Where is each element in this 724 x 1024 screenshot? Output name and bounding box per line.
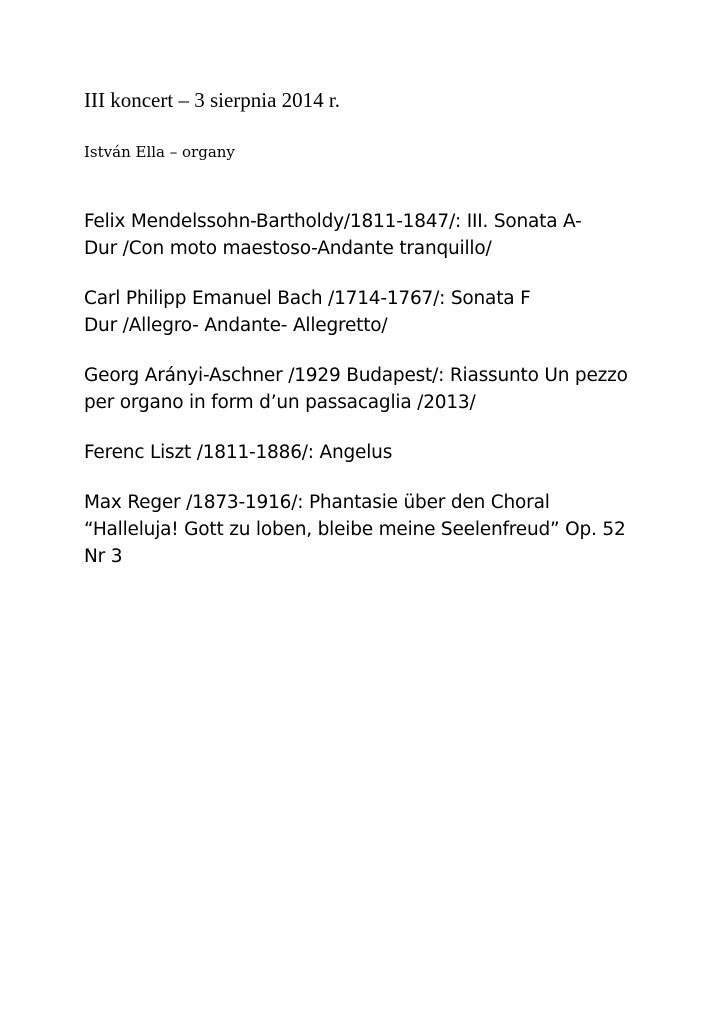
program-item-line: Nr 3 [84, 546, 123, 567]
program-item-line: “Halleluja! Gott zu loben, bleibe meine Seelenfreud” Op. 52 [84, 519, 626, 540]
program-item-bach [84, 285, 644, 339]
program-item-line: Ferenc Liszt /1811-1886/: Angelus [84, 442, 393, 463]
program-item-liszt [84, 439, 644, 466]
program-item-line: Georg Arányi-Aschner /1929 Budapest/: Riassunto Un pezzo [84, 365, 628, 386]
program-item-mendelssohn [84, 208, 644, 262]
program-item-line: Max Reger /1873-1916/: Phantasie über den Choral [84, 492, 550, 513]
performer-line: István Ella – organy [84, 143, 235, 161]
program-item-line: per organo in form d’un passacaglia /2013/ [84, 392, 476, 413]
program-item-line: Dur /Allegro- Andante- Allegretto/ [84, 315, 388, 336]
program-list [84, 208, 644, 593]
concert-heading: III koncert – 3 sierpnia 2014 r. [84, 88, 341, 112]
program-item-line: Dur /Con moto maestoso-Andante tranquillo/ [84, 238, 492, 259]
program-item-aranyi-aschner [84, 362, 644, 416]
program-item-line: Felix Mendelssohn-Bartholdy/1811-1847/: III. Sonata A- [84, 211, 582, 232]
program-item-line: Carl Philipp Emanuel Bach /1714-1767/: Sonata F [84, 288, 531, 309]
program-item-reger [84, 489, 644, 570]
